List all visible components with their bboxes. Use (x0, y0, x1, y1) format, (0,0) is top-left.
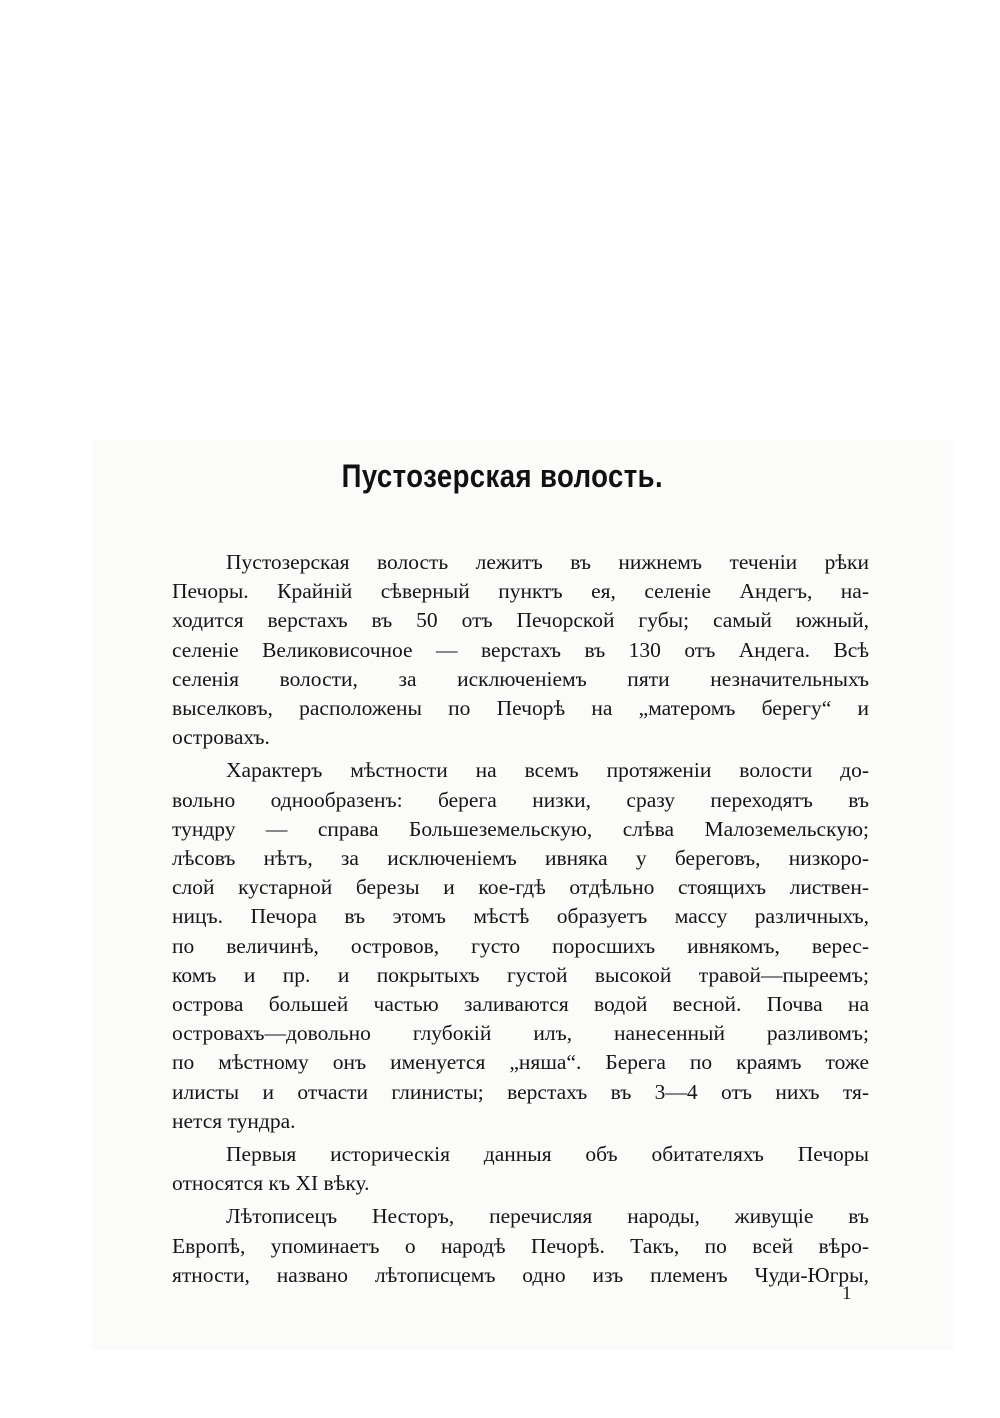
text-line: ницъ. Печора въ этомъ мѣстѣ образуетъ массу различныхъ, (172, 904, 869, 929)
text-line: Пустозерская волость лежитъ въ нижнемъ теченіи рѣки (226, 550, 869, 574)
text-line: Печоры. Крайній сѣверный пунктъ ея, селеніе Андегъ, на- (172, 579, 869, 604)
text-line: лѣсовъ нѣтъ, за исключеніемъ ивняка у береговъ, низкоро- (172, 846, 869, 871)
page-number: 1 (842, 1283, 852, 1304)
paragraph (172, 1140, 869, 1198)
text-line: Лѣтописецъ Несторъ, перечисляя народы, живущіе въ (226, 1204, 869, 1229)
text-line: ходится верстахъ въ 50 отъ Печорской губы; самый южный, (172, 608, 869, 633)
text-line: относятся къ XI вѣку. (172, 1171, 370, 1196)
text-line: ятности, названо лѣтописцемъ одно изъ племенъ Чуди-Югры, (172, 1262, 869, 1287)
text-line: илисты и отчасти глинисты; верстахъ въ 3—4 отъ нихъ тя- (172, 1079, 869, 1104)
page-title: Пустозерская волость. (341, 458, 664, 494)
paragraph (172, 1202, 869, 1290)
paragraph (172, 756, 869, 1136)
text-line: нется тундра. (172, 1108, 296, 1133)
text-line: выселковъ, расположены по Печорѣ на „матеромъ берегу“ и (172, 696, 869, 721)
text-line: по мѣстному онъ именуется „няша“. Берега по краямъ тоже (172, 1050, 869, 1075)
text-line: вольно однообразенъ: берега низки, сразу переходятъ въ (172, 787, 869, 812)
text-line: Европѣ, упоминаетъ о народѣ Печорѣ. Такъ, по всей вѣро- (172, 1233, 869, 1258)
text-line: тундру — справа Большеземельскую, слѣва Малоземельскую; (172, 816, 869, 841)
text-line: по величинѣ, островов, густо поросшихъ ивнякомъ, верес- (172, 933, 869, 958)
text-line: Первыя историческія данныя объ обитателяхъ Печоры (226, 1142, 869, 1167)
text-line: селенія волости, за исключеніемъ пяти незначительныхъ (172, 666, 869, 691)
body-text (172, 548, 869, 1294)
text-line: Характеръ мѣстности на всемъ протяженіи волости до- (226, 758, 869, 783)
text-line: острова большей частью заливаются водой весной. Почва на (172, 992, 869, 1017)
paragraph (172, 548, 869, 752)
text-line: селеніе Великовисочное — верстахъ въ 130 отъ Андега. Всѣ (172, 637, 869, 662)
text-line: комъ и пр. и покрытыхъ густой высокой травой—пыреемъ; (172, 962, 869, 987)
text-line: островахъ. (172, 725, 270, 750)
text-line: слой кустарной березы и кое-гдѣ отдѣльно стоящихъ листвен- (172, 875, 869, 900)
text-line: островахъ—довольно глубокій илъ, нанесенный разливомъ; (172, 1021, 869, 1046)
